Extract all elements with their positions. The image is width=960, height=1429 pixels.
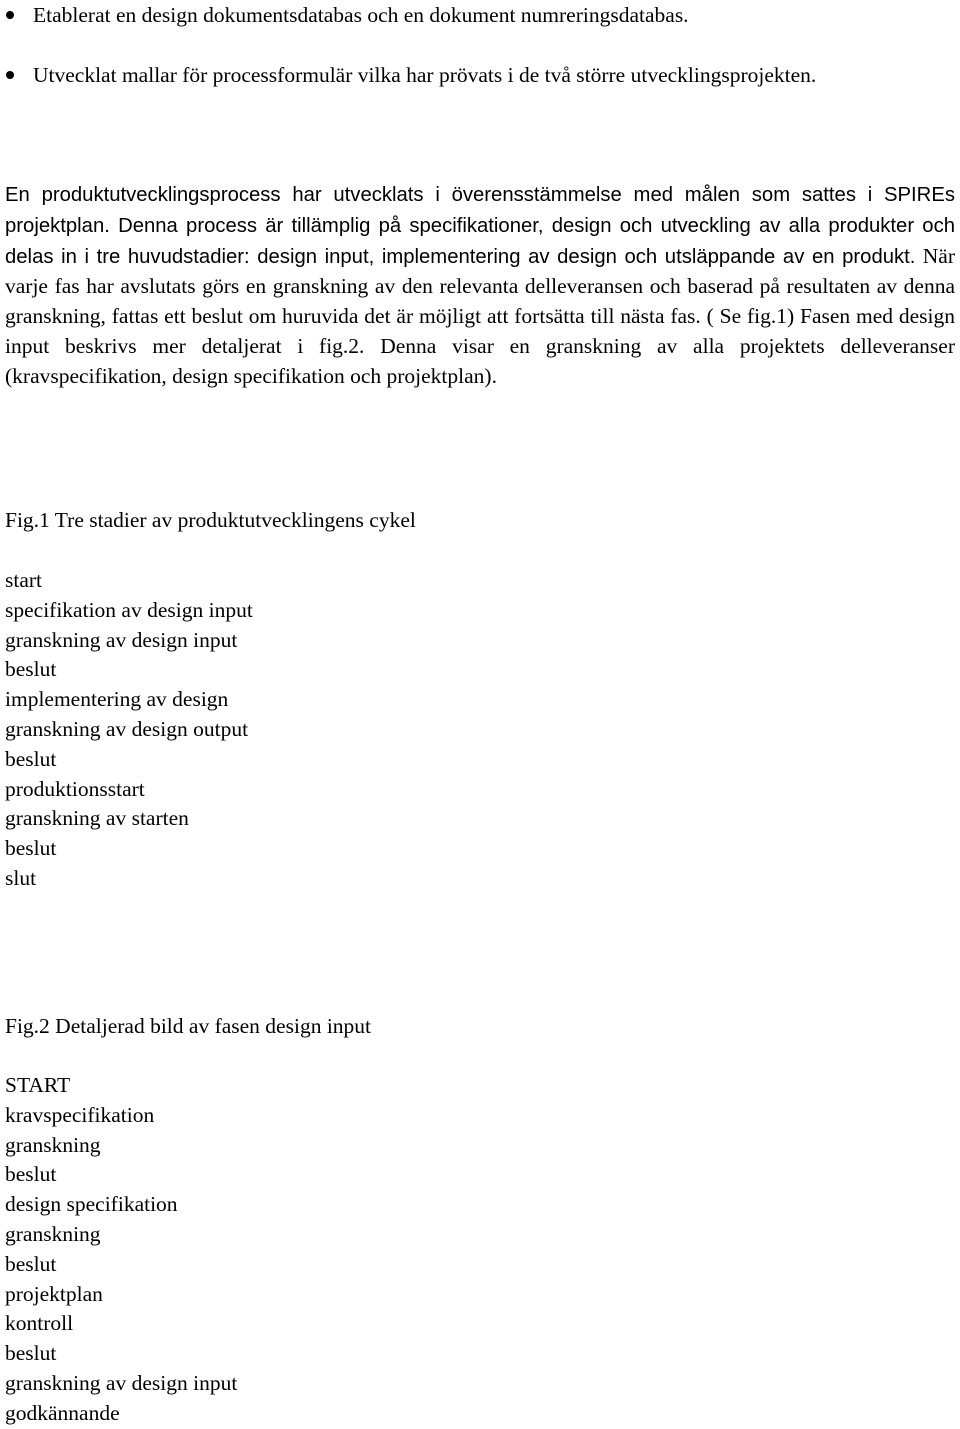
fig2-step: granskning xyxy=(5,1221,101,1246)
paragraph-process-sentence: Denna process är tillämplig på specifikationer, design och utveckling av alla produkter och delas in i tre huvudstadier: design input, implementering av design och utsläppande av en produkt. xyxy=(5,214,955,268)
bullet-item xyxy=(0,0,960,30)
bullet-dot-icon xyxy=(6,11,14,19)
paragraph-intro-sentence: En produktutvecklingsprocess har utvecklats i överensstämmelse med målen som sattes i SPIREs projektplan. xyxy=(5,184,955,237)
achievement-bullet-list xyxy=(0,0,960,90)
fig2-step: kontroll xyxy=(5,1311,74,1336)
fig2-step: beslut xyxy=(5,1341,57,1366)
fig2-step: granskning xyxy=(5,1132,101,1157)
fig1-step: specifikation av design input xyxy=(5,597,253,622)
fig1-step: produktionsstart xyxy=(5,776,145,801)
fig2-step: beslut xyxy=(5,1162,57,1187)
fig2-step: beslut xyxy=(5,1251,57,1276)
figure-2-caption: Fig.2 Detaljerad bild av fasen design input xyxy=(5,1014,372,1038)
bullet-item xyxy=(0,60,960,90)
fig1-step: beslut xyxy=(5,657,57,682)
figure-1-caption: Fig.1 Tre stadier av produktutvecklingens cykel xyxy=(5,508,416,532)
bullet-text: Utvecklat mallar för processformulär vilka har prövats i de två större utvecklingsprojekten. xyxy=(33,63,817,87)
figure-1-step-list xyxy=(5,566,253,894)
fig1-step: implementering av design xyxy=(5,687,229,712)
fig2-step: START xyxy=(5,1073,71,1097)
figure-2-step-list xyxy=(5,1071,237,1429)
bullet-dot-icon xyxy=(6,71,14,79)
fig1-step: granskning av starten xyxy=(5,806,189,831)
fig1-step: beslut xyxy=(5,746,57,771)
process-description-paragraph xyxy=(5,180,955,392)
fig1-step: slut xyxy=(5,865,37,890)
fig1-step: beslut xyxy=(5,836,57,861)
fig2-step: kravspecifikation xyxy=(5,1102,155,1127)
fig1-step: start xyxy=(5,568,43,592)
fig1-step: granskning av design output xyxy=(5,716,249,741)
fig2-step: projektplan xyxy=(5,1281,103,1306)
paragraph-review-sentences: När varje fas har avslutats görs en granskning av den relevanta delleveransen och baserad på resultaten av denna granskning, fattas ett beslut om huruvida det är möjligt att fortsätta till nästa fas. ( Se fig.1) Fasen med design input beskrivs mer detaljerat i fig.2. Denna visar en granskning av alla projektets delleveranser (kravspecifikation, design specifikation och projektplan). xyxy=(5,243,955,388)
bullet-text: Etablerat en design dokumentsdatabas och en dokument numreringsdatabas. xyxy=(33,3,689,27)
fig2-step: design specifikation xyxy=(5,1192,178,1217)
fig2-step: godkännande xyxy=(5,1400,120,1425)
fig1-step: granskning av design input xyxy=(5,627,238,652)
fig2-step: granskning av design input xyxy=(5,1370,238,1395)
